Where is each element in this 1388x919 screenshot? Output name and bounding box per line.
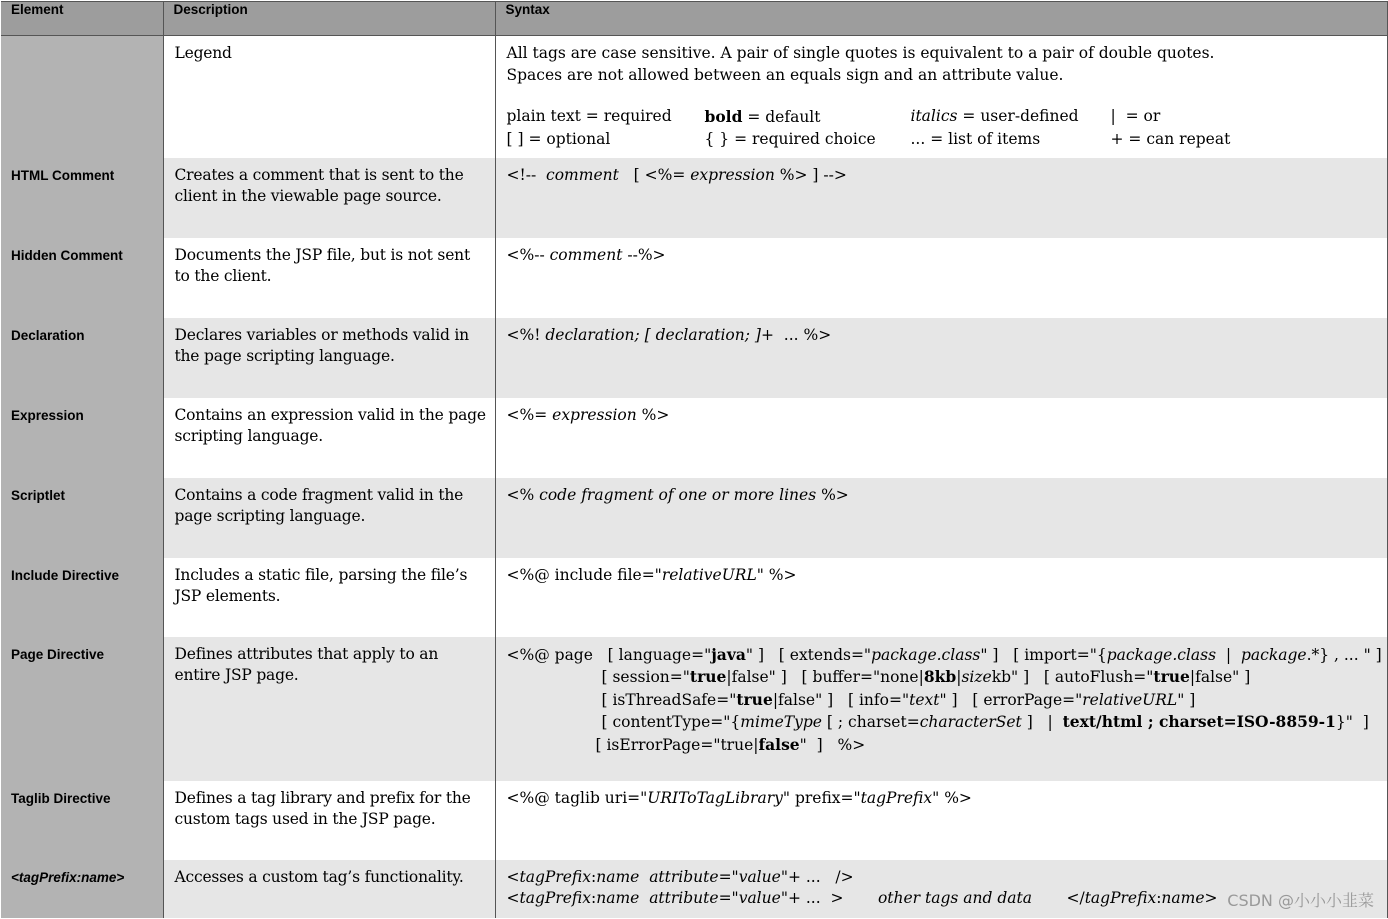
syntax-segment: " ] [ import="{ — [980, 645, 1107, 664]
syntax-segment: true — [1153, 667, 1190, 686]
syntax-segment: |false" ] [ info=" — [772, 690, 910, 709]
element-cell: Scriptlet — [1, 478, 163, 558]
element-cell: HTML Comment — [1, 158, 163, 238]
syntax-segment: characterSet — [919, 713, 1022, 731]
syntax-cell: <!-- comment [ <%= expression %> ] --> — [495, 158, 1387, 238]
legend-or: | = or — [1110, 107, 1161, 125]
legend-list: ... = list of items — [910, 129, 1041, 148]
page-syntax-line-1 — [506, 644, 1382, 667]
syntax-segment: }" ] — [1335, 713, 1369, 731]
element-cell: <tagPrefix:name> — [1, 860, 163, 918]
syntax-segment: package — [1240, 645, 1307, 664]
legend-italic: italics = user-defined — [910, 107, 1079, 125]
table-row-scriptlet — [1, 478, 1387, 558]
element-cell: Taglib Directive — [1, 781, 163, 860]
syntax-segment: =" — [718, 867, 739, 886]
description-cell: Legend — [163, 36, 495, 158]
header-row — [1, 2, 1387, 36]
description-cell: Includes a static file, parsing the file’s JSP elements. — [163, 558, 495, 637]
syntax-segment: mimeType — [740, 713, 822, 731]
syntax-cell: <% code fragment of one or more lines %> — [495, 478, 1387, 558]
syntax-segment: 8kb — [923, 667, 957, 686]
column-header-element: Element — [1, 2, 163, 36]
element-cell: Expression — [1, 398, 163, 478]
syntax-segment: [ isErrorPage="true| — [595, 735, 759, 754]
syntax-segment: attribute — [649, 889, 719, 907]
element-cell: Hidden Comment — [1, 238, 163, 318]
syntax-segment: " ] [ errorPage=" — [939, 690, 1083, 709]
syntax-segment: .*} , ... " ] — [1306, 645, 1382, 664]
table-row-taglib-directive — [1, 781, 1387, 860]
syntax-segment: false — [758, 734, 800, 754]
syntax-segment: <%@ page [ language=" — [506, 645, 712, 664]
syntax-cell: <%! declaration; [ declaration; ]+ ... %> — [495, 318, 1387, 398]
legend-optional: [ ] = optional — [506, 129, 611, 148]
syntax-segment: | — [1216, 645, 1241, 664]
syntax-segment: : — [1156, 889, 1162, 907]
syntax-segment: kb" ] [ autoFlush=" — [991, 668, 1154, 686]
table-row-include-directive — [1, 558, 1387, 637]
element-cell — [1, 36, 163, 158]
syntax-segment: text/html ; charset=ISO-8859-1 — [1062, 712, 1336, 731]
syntax-cell: <%@ taglib uri="URIToTagLibrary" prefix="tagPrefix" %> — [495, 781, 1387, 860]
syntax-segment: |false" ] — [1189, 668, 1251, 686]
syntax-cell: <%= expression %> — [495, 398, 1387, 478]
syntax-segment: " ] [ extends=" — [745, 645, 872, 664]
syntax-segment: relativeURL — [1082, 690, 1178, 709]
syntax-segment: "+ ... > — [780, 889, 878, 907]
table-row-page-directive — [1, 637, 1387, 781]
table-row-declaration — [1, 318, 1387, 398]
page-syntax-line-5 — [507, 734, 1379, 757]
syntax-segment — [639, 889, 649, 907]
description-cell: Defines a tag library and prefix for the custom tags used in the JSP page. — [163, 781, 495, 860]
table-row-html-comment — [1, 158, 1387, 238]
description-cell: Accesses a custom tag’s functionality. — [163, 860, 495, 918]
syntax-segment: |false" ] [ buffer="none| — [726, 668, 924, 686]
syntax-segment: package.class — [871, 645, 981, 664]
syntax-segment: < — [506, 889, 520, 907]
legend-line-2: Spaces are not allowed between an equals sign and an attribute value. — [506, 65, 1064, 84]
syntax-segment: [ session=" — [601, 668, 690, 686]
syntax-segment: true — [689, 667, 727, 686]
syntax-segment: </ — [1032, 889, 1085, 907]
syntax-segment: [ ; charset= — [821, 713, 920, 731]
column-header-syntax: Syntax — [495, 2, 1387, 36]
syntax-segment: : — [590, 889, 597, 907]
syntax-segment: [ isThreadSafe=" — [601, 690, 737, 709]
syntax-cell: <%-- comment --%> — [495, 238, 1387, 318]
legend-line-1: All tags are case sensitive. A pair of single quotes is equivalent to a pair of double quotes. — [506, 44, 1215, 62]
syntax-segment: size — [961, 668, 992, 686]
syntax-segment: [ contentType="{ — [601, 713, 741, 731]
description-cell: Creates a comment that is sent to the client in the viewable page source. — [163, 158, 495, 238]
syntax-segment: < — [506, 867, 520, 886]
syntax-segment: ] | — [1021, 713, 1063, 731]
watermark: CSDN @小小小韭菜 — [1227, 891, 1374, 910]
syntax-segment: value — [738, 889, 781, 907]
syntax-segment: true — [736, 689, 773, 709]
syntax-segment — [639, 868, 649, 886]
table-row-hidden-comment — [1, 238, 1387, 318]
legend-key-grid — [507, 106, 1379, 150]
syntax-segment: name — [1161, 889, 1205, 907]
syntax-cell: <%@ include file="relativeURL" %> — [495, 558, 1387, 637]
syntax-segment: package.class — [1106, 645, 1217, 664]
description-cell: Documents the JSP file, but is not sent to the client. — [163, 238, 495, 318]
jsp-syntax-table — [1, 1, 1388, 918]
element-cell: Declaration — [1, 318, 163, 398]
legend-plain: plain text = required — [506, 107, 672, 125]
syntax-cell — [495, 36, 1387, 158]
syntax-segment: tagPrefix — [1084, 889, 1157, 907]
page-syntax-line-3 — [507, 689, 1379, 712]
page-syntax-line-2 — [507, 666, 1379, 689]
syntax-segment: other tags and data — [877, 889, 1032, 907]
syntax-segment: name — [596, 889, 640, 907]
syntax-segment: java — [711, 644, 746, 664]
syntax-segment: "+ ... /> — [780, 867, 854, 886]
syntax-segment: " ] — [1177, 690, 1196, 709]
description-cell: Contains an expression valid in the page scripting language. — [163, 398, 495, 478]
table-row-expression — [1, 398, 1387, 478]
legend-choice: { } = required choice — [704, 129, 876, 148]
syntax-segment: =" — [718, 889, 739, 907]
syntax-cell — [495, 637, 1387, 781]
table-row-custom-tag — [1, 860, 1387, 918]
syntax-segment: tagPrefix — [519, 867, 591, 886]
syntax-segment: > — [1204, 889, 1218, 907]
legend-bold: bold = default — [704, 107, 821, 126]
syntax-segment: " ] %> — [799, 735, 866, 754]
description-cell: Declares variables or methods valid in the page scripting language. — [163, 318, 495, 398]
page-syntax-line-4 — [507, 711, 1379, 734]
description-cell: Defines attributes that apply to an entire JSP page. — [163, 637, 495, 781]
syntax-segment: text — [909, 690, 940, 709]
element-cell: Include Directive — [1, 558, 163, 637]
syntax-segment: value — [738, 867, 781, 886]
syntax-segment: attribute — [649, 867, 719, 886]
element-cell: Page Directive — [1, 637, 163, 781]
table-row-legend — [1, 36, 1387, 158]
syntax-segment: tagPrefix — [519, 889, 591, 907]
custom-syntax-line-1 — [507, 867, 1379, 889]
column-header-description: Description — [163, 2, 495, 36]
syntax-segment: name — [596, 867, 640, 886]
syntax-segment: | — [956, 668, 962, 686]
syntax-segment: : — [590, 867, 597, 886]
legend-repeat: + = can repeat — [1110, 129, 1231, 148]
description-cell: Contains a code fragment valid in the page scripting language. — [163, 478, 495, 558]
